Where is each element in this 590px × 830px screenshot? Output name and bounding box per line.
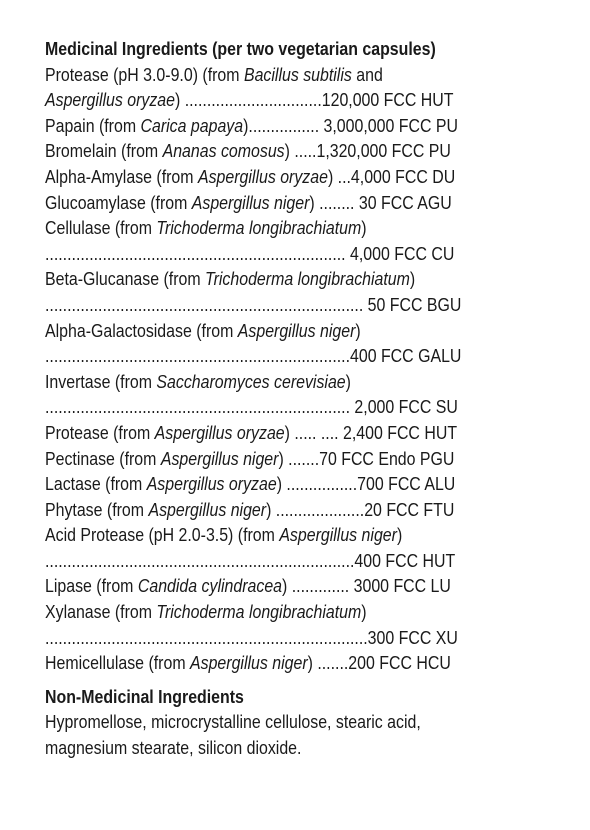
ingredient-line: Invertase (from Saccharomyces cerevisiae) bbox=[45, 370, 351, 392]
medicinal-ingredients-heading: Medicinal Ingredients (per two vegetarian capsules) bbox=[45, 38, 436, 59]
ingredient-line: Pectinase (from Aspergillus niger) .......70 FCC Endo PGU bbox=[45, 447, 455, 469]
ingredient-line: .....................................................................400 FCC GALU bbox=[45, 345, 462, 367]
ingredient-line: Acid Protease (pH 2.0-3.5) (from Aspergillus niger) bbox=[45, 524, 403, 546]
ingredient-line: Aspergillus oryzae) ...............................120,000 FCC HUT bbox=[45, 89, 454, 111]
ingredient-line: Bromelain (from Ananas comosus) .....1,320,000 FCC PU bbox=[45, 140, 451, 162]
ingredient-line: Phytase (from Aspergillus niger) ....................20 FCC FTU bbox=[45, 498, 455, 520]
non-medicinal-line: magnesium stearate, silicon dioxide. bbox=[45, 737, 302, 759]
ingredient-line: Beta-Glucanase (from Trichoderma longibrachiatum) bbox=[45, 268, 416, 290]
ingredient-line: Alpha-Galactosidase (from Aspergillus niger) bbox=[45, 319, 361, 341]
ingredient-line: Protease (from Aspergillus oryzae) ..... .... 2,400 FCC HUT bbox=[45, 421, 458, 443]
ingredient-line: Papain (from Carica papaya)................ 3,000,000 FCC PU bbox=[45, 114, 458, 136]
non-medicinal-ingredients-heading: Non-Medicinal Ingredients bbox=[45, 685, 244, 707]
non-medicinal-line: Hypromellose, microcrystalline cellulose, stearic acid, bbox=[45, 711, 421, 733]
ingredient-line: Protease (pH 3.0-9.0) (from Bacillus subtilis and bbox=[45, 63, 383, 85]
ingredient-line: ......................................................................400 FCC HUT bbox=[45, 549, 456, 571]
medicinal-ingredients-list bbox=[45, 62, 535, 676]
ingredient-line: Cellulase (from Trichoderma longibrachiatum) bbox=[45, 217, 367, 239]
ingredient-line: .........................................................................300 FCC XU bbox=[45, 626, 458, 648]
ingredient-line: ........................................................................ 50 FCC BGU bbox=[45, 293, 462, 315]
ingredient-line: Xylanase (from Trichoderma longibrachiatum) bbox=[45, 601, 367, 623]
ingredient-line: Alpha-Amylase (from Aspergillus oryzae) ...4,000 FCC DU bbox=[45, 165, 456, 187]
ingredient-line: ..................................................................... 2,000 FCC SU bbox=[45, 396, 458, 418]
non-medicinal-ingredients-list bbox=[45, 709, 535, 760]
ingredient-line: Lipase (from Candida cylindracea) ............. 3000 FCC LU bbox=[45, 575, 451, 597]
ingredient-line: Glucoamylase (from Aspergillus niger) ........ 30 FCC AGU bbox=[45, 191, 452, 213]
ingredient-line: Hemicellulase (from Aspergillus niger) .......200 FCC HCU bbox=[45, 652, 451, 674]
ingredient-line: .................................................................... 4,000 FCC CU bbox=[45, 242, 455, 264]
ingredient-label bbox=[45, 36, 535, 761]
ingredient-line: Lactase (from Aspergillus oryzae) ................700 FCC ALU bbox=[45, 473, 456, 495]
